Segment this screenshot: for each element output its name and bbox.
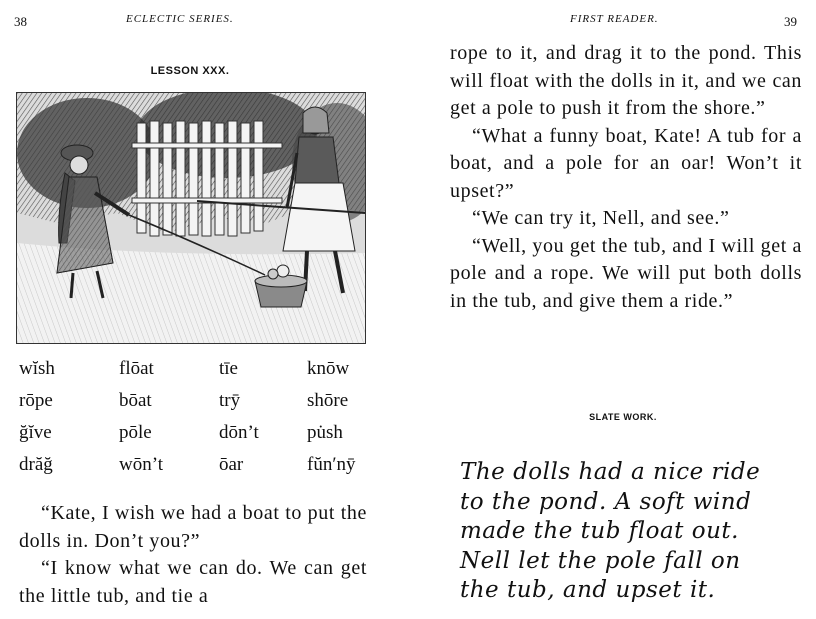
- paragraph: “Well, you get the tub, and I will get a pole and a rope. We will put both dolls in the tub, and give them a ride.”: [450, 234, 802, 312]
- paragraph: “What a funny boat, Kate! A tub for a boat, and a pole for an oar! Won’t it upset?”: [450, 124, 802, 202]
- page-number-left: 38: [14, 14, 27, 29]
- word: wĭsh: [19, 358, 55, 379]
- right-page: [430, 0, 816, 619]
- paragraph: rope to it, and drag it to the pond. This will float with the dolls in it, and we can get a pole to push it from the shore.”: [450, 42, 802, 119]
- slate-work-heading: SLATE WORK.: [589, 412, 657, 422]
- slate-work-script: [460, 458, 810, 606]
- word: shōre: [307, 390, 349, 411]
- word: dōn’t: [219, 422, 259, 443]
- word: fŭn′nȳ: [307, 454, 356, 475]
- paragraph: “I know what we can do. We can get the little tub, and tie a: [19, 557, 367, 607]
- page-number-right: 39: [784, 14, 797, 29]
- lesson-title: LESSON XXX.: [150, 65, 230, 77]
- script-line: made the tub float out.: [460, 518, 739, 544]
- word: ōar: [219, 454, 244, 475]
- spelling-word-list: [19, 355, 379, 479]
- script-line: The dolls had a nice ride: [460, 459, 761, 485]
- script-line: the tub, and upset it.: [460, 577, 716, 603]
- left-page: [0, 0, 400, 619]
- running-head-left: ECLECTIC SERIES.: [126, 13, 234, 25]
- word: trȳ: [219, 390, 241, 411]
- word: wōn’t: [119, 454, 163, 475]
- word: rōpe: [19, 390, 53, 411]
- word: knōw: [307, 358, 350, 379]
- word: pu̇sh: [307, 422, 343, 443]
- word: ğĭve: [19, 422, 52, 443]
- paragraph: “Kate, I wish we had a boat to put the dolls in. Don’t you?”: [19, 502, 367, 552]
- word: pōle: [119, 422, 152, 443]
- word: bōat: [119, 390, 152, 411]
- word: tīe: [219, 358, 238, 379]
- illustration-girls-with-tub: [16, 92, 366, 344]
- word: flōat: [119, 358, 154, 379]
- paragraph: “We can try it, Nell, and see.”: [472, 207, 730, 229]
- word: drăğ: [19, 454, 53, 475]
- left-page-body: [19, 500, 367, 610]
- right-page-body: [450, 40, 802, 315]
- script-line: Nell let the pole fall on: [460, 547, 741, 574]
- script-line: to the pond. A soft wind: [460, 488, 752, 515]
- running-head-right: FIRST READER.: [570, 13, 659, 25]
